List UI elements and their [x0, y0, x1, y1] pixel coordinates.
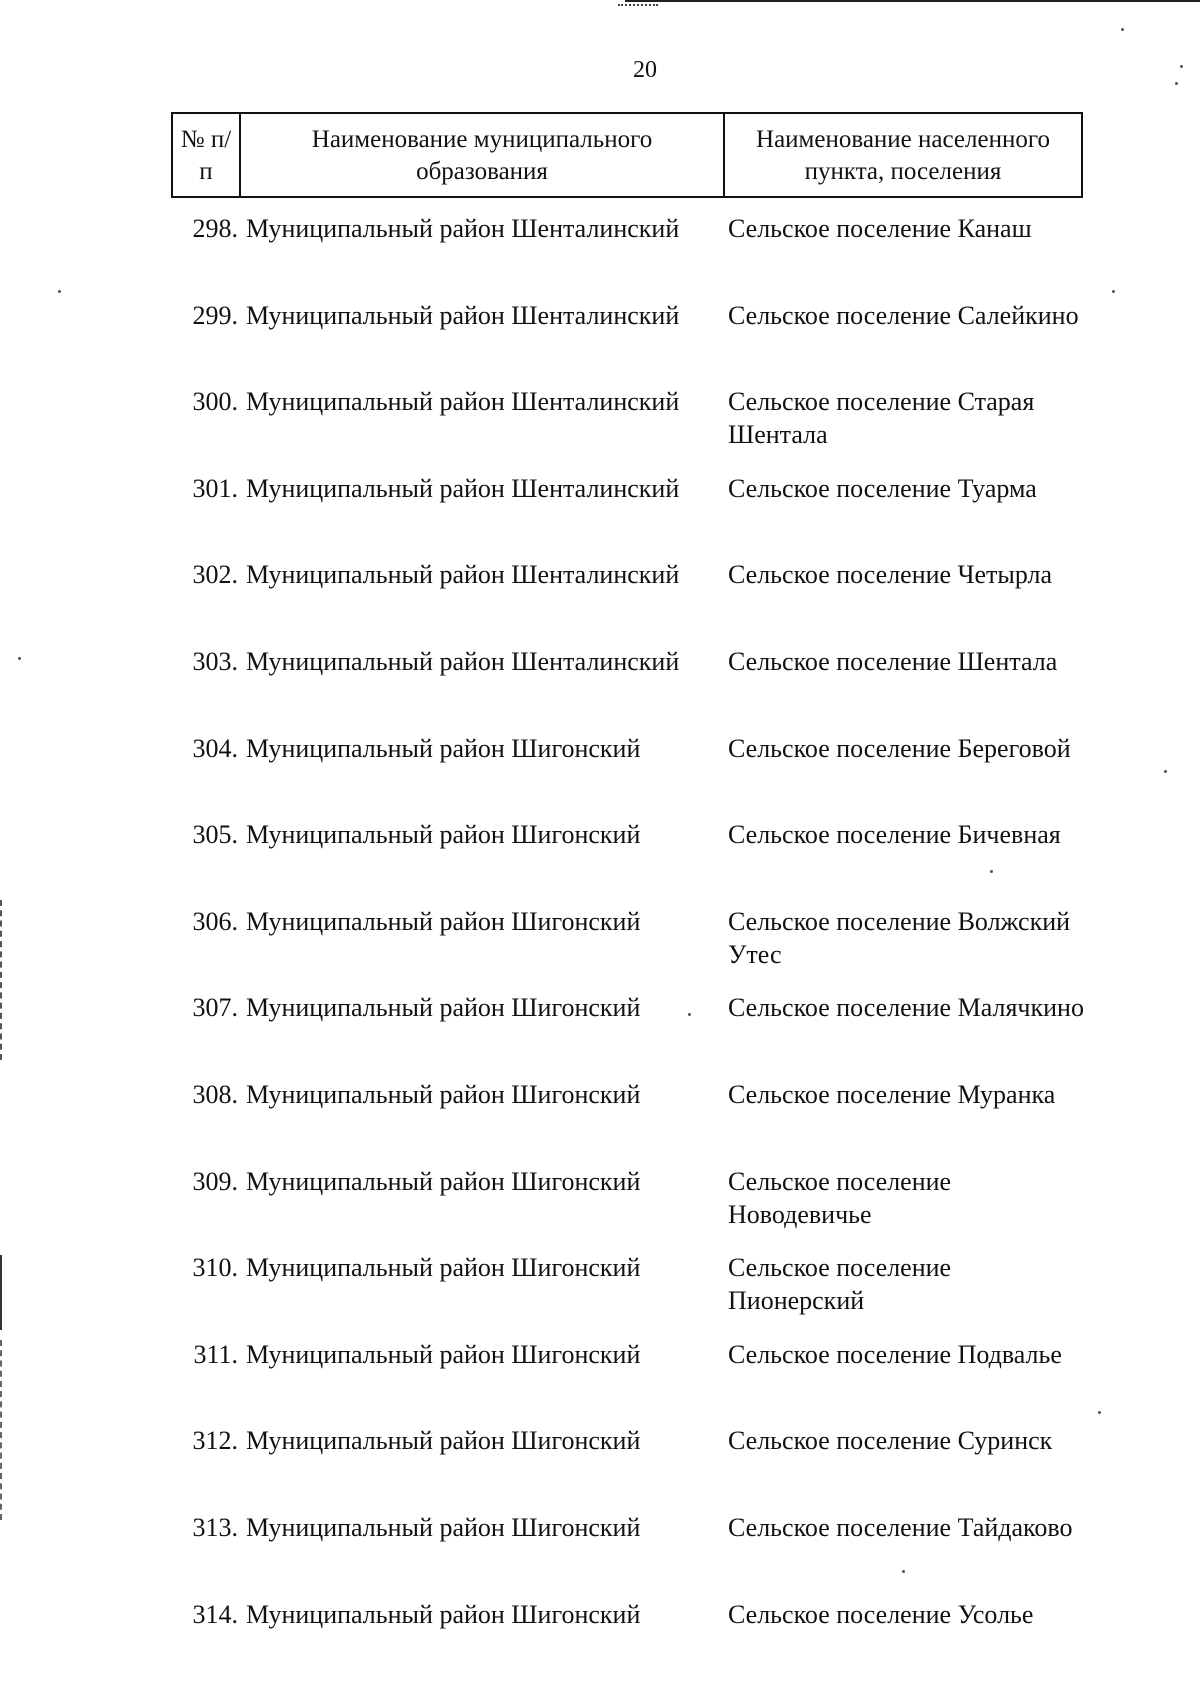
scan-speck [688, 1013, 691, 1016]
row-settlement: Сельское поселение Тайдаково [728, 1513, 1073, 1542]
row-settlement: Сельское поселение Подвалье [728, 1339, 1062, 1369]
row-number: 305. [192, 820, 238, 850]
row-municipality: Муниципальный район Шенталинский [246, 300, 680, 330]
row-number: 309. [192, 1166, 238, 1196]
edge-mark [0, 1255, 2, 1330]
top-rule-dots [618, 4, 658, 6]
row-municipality: Муниципальный район Шигонский [246, 1513, 641, 1542]
row-settlement: Сельское поселение Малячкино [728, 993, 1084, 1023]
row-number: 303. [192, 647, 238, 676]
row-number: 302. [192, 560, 238, 590]
row-municipality: Муниципальный район Шенталинский [246, 473, 680, 503]
row-municipality: Муниципальный район Шигонский [246, 1253, 641, 1283]
row-number: 311. [193, 1339, 238, 1369]
row-municipality: Муниципальный район Шигонский [246, 1080, 641, 1109]
header-num: № п/п [172, 113, 240, 197]
row-municipality: Муниципальный район Шигонский [246, 906, 641, 936]
top-rule [625, 0, 1200, 2]
row-number: 313. [192, 1513, 238, 1542]
header-settlement: Наименование населенного пункта, поселения [724, 113, 1082, 197]
row-number: 299. [192, 300, 238, 330]
row-number: 310. [192, 1253, 238, 1283]
edge-mark [0, 1340, 4, 1520]
row-number: 304. [192, 733, 238, 763]
row-municipality: Муниципальный район Шигонский [246, 733, 641, 763]
row-settlement: Сельское поселение Муранка [728, 1080, 1056, 1109]
page-number: 20 [633, 57, 657, 83]
header-municipality: Наименование муниципального образования [240, 113, 724, 197]
row-municipality: Муниципальный район Шенталинский [246, 214, 680, 243]
row-settlement: Сельское поселение Береговой [728, 733, 1071, 763]
row-number: 312. [192, 1426, 238, 1456]
scan-speck [1121, 28, 1124, 31]
scan-speck [1098, 1411, 1101, 1414]
row-municipality: Муниципальный район Шигонский [246, 820, 641, 850]
table-header [171, 112, 1083, 198]
row-municipality: Муниципальный район Шенталинский [246, 647, 680, 676]
row-settlement: Сельское поселение Старая Шентала [728, 387, 1035, 450]
row-settlement: Сельское поселение Суринск [728, 1426, 1053, 1456]
row-municipality: Муниципальный район Шигонский [246, 1599, 641, 1629]
row-number: 314. [192, 1599, 238, 1629]
row-number: 298. [192, 214, 238, 243]
row-settlement: Сельское поселение Четырла [728, 560, 1053, 590]
row-settlement: Сельское поселение Волжский Утес [728, 906, 1071, 969]
edge-mark [0, 900, 4, 1060]
row-number: 307. [192, 993, 238, 1023]
row-settlement: Сельское поселение Пионерский [728, 1253, 952, 1316]
scan-speck [990, 870, 993, 873]
row-settlement: Сельское поселение Шентала [728, 647, 1058, 676]
row-municipality: Муниципальный район Шенталинский [246, 387, 680, 417]
scan-speck [1112, 290, 1115, 293]
row-number: 308. [192, 1080, 238, 1109]
scan-speck [1180, 65, 1183, 68]
scan-speck [18, 657, 21, 660]
scan-speck [58, 290, 61, 293]
row-settlement: Сельское поселение Салейкино [728, 300, 1079, 330]
row-municipality: Муниципальный район Шигонский [246, 1426, 641, 1456]
row-number: 300. [192, 387, 238, 417]
row-municipality: Муниципальный район Шигонский [246, 1166, 641, 1196]
row-settlement: Сельское поселение Усолье [728, 1599, 1034, 1629]
row-settlement: Сельское поселение Туарма [728, 473, 1037, 503]
row-municipality: Муниципальный район Шигонский [246, 1339, 641, 1369]
row-settlement: Сельское поселение Бичевная [728, 820, 1061, 850]
scan-speck [1164, 770, 1167, 773]
row-settlement: Сельское поселение Новодевичье [728, 1166, 952, 1229]
row-number: 306. [192, 906, 238, 936]
scan-speck [902, 1570, 905, 1573]
row-municipality: Муниципальный район Шигонский [246, 993, 641, 1023]
row-number: 301. [192, 473, 238, 503]
scan-speck [1175, 82, 1178, 85]
row-settlement: Сельское поселение Канаш [728, 214, 1032, 243]
row-municipality: Муниципальный район Шенталинский [246, 560, 680, 590]
